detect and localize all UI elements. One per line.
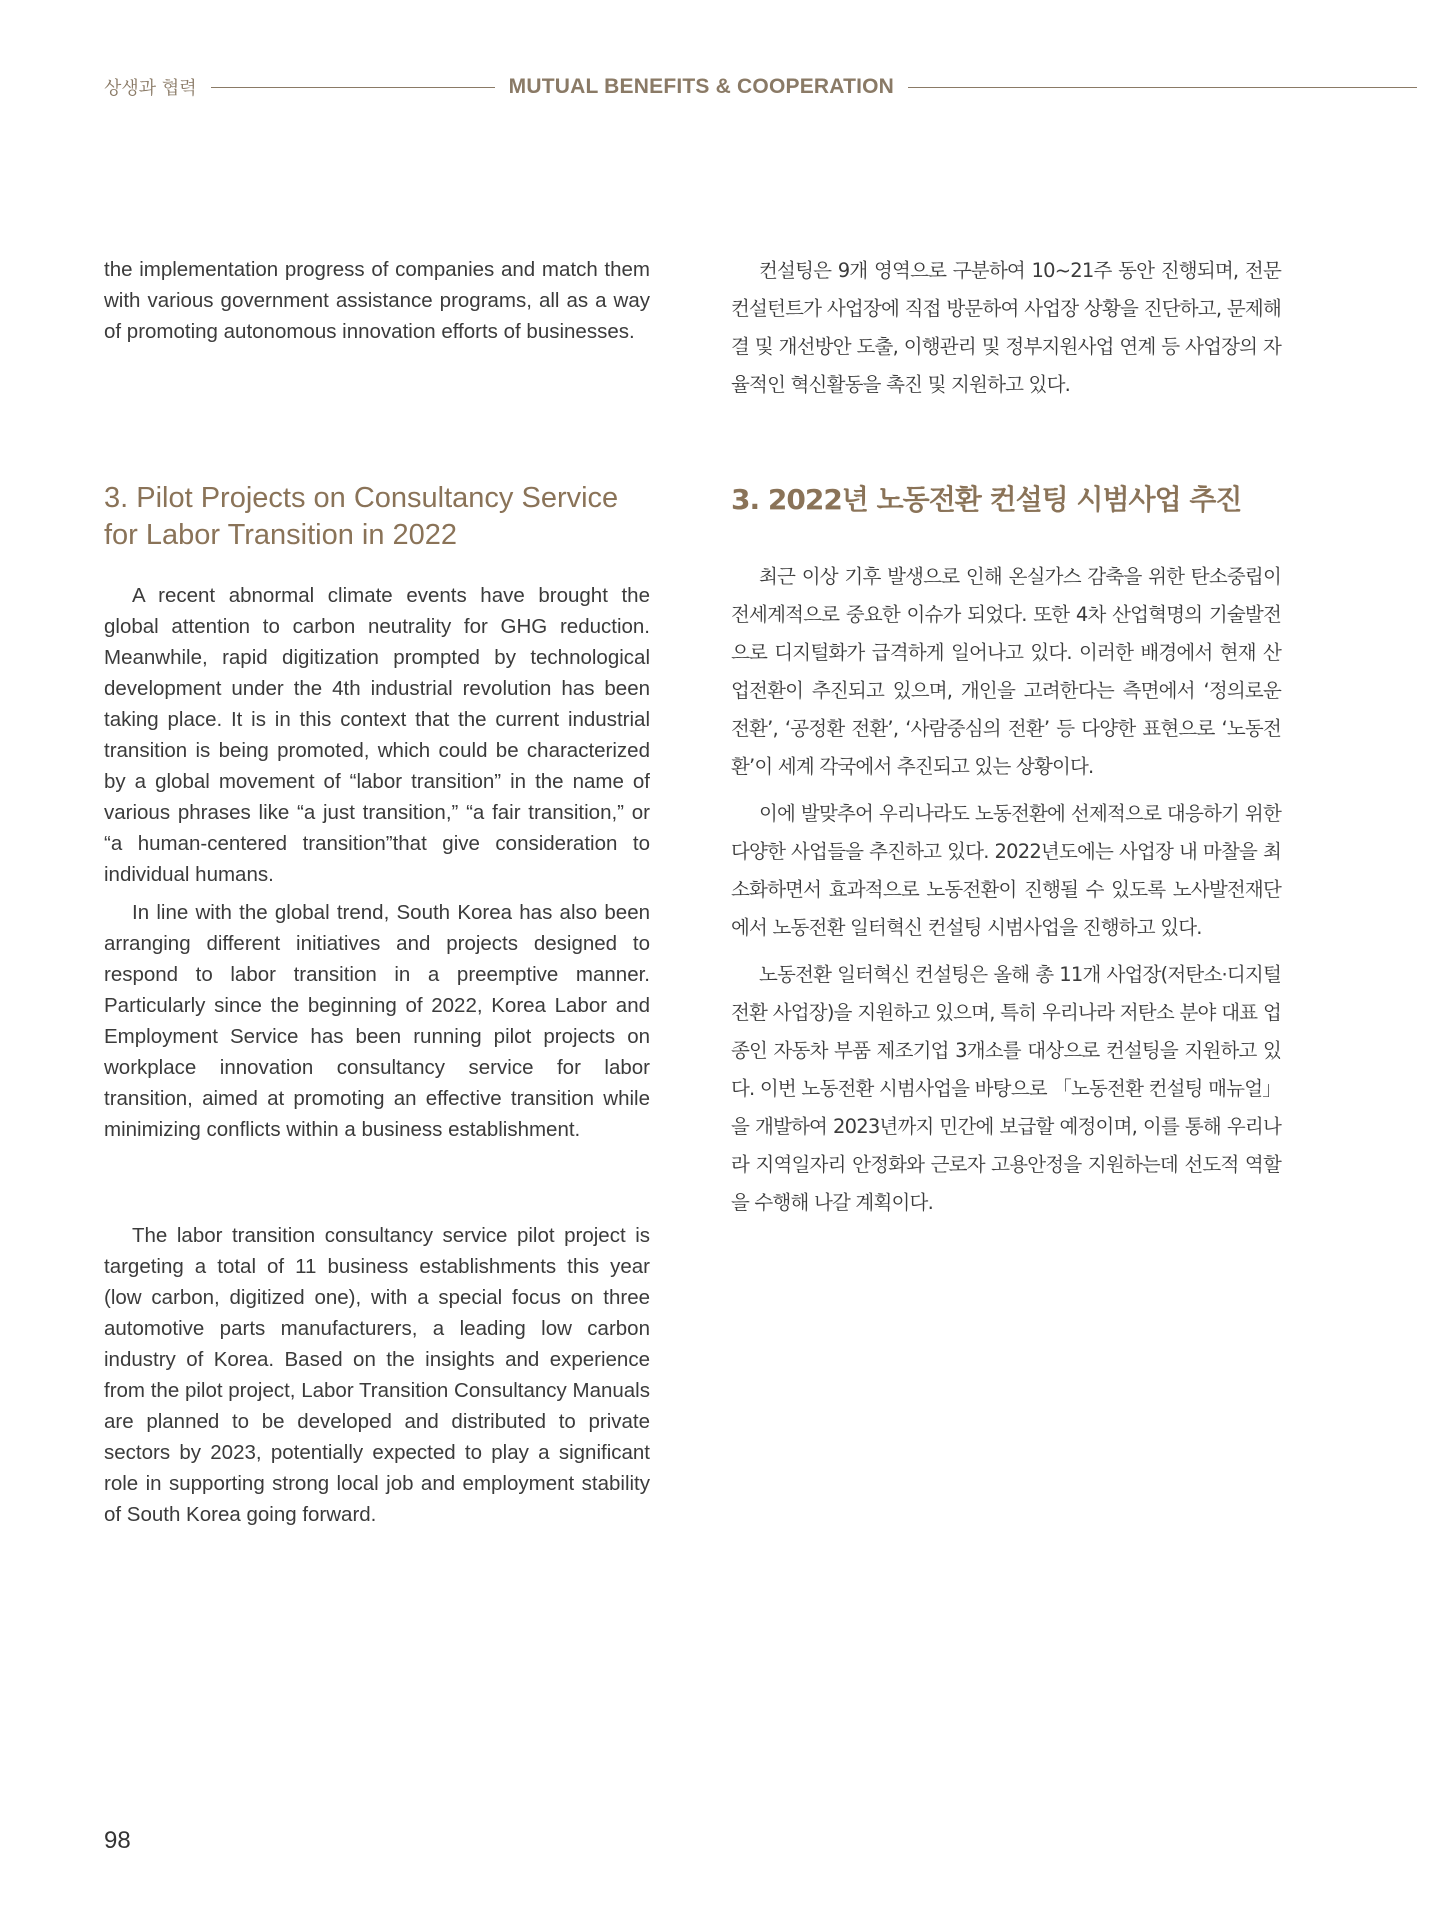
page-number: 98 bbox=[104, 1827, 131, 1854]
english-paragraph-3: The labor transition consultancy service pilot project is targeting a total of 11 business establishments this year (low carbon, digitized one), with a special focus on three automotive parts manufacturers, a leading low carbon industry of Korea. Based on the insights and experience from the pilot project, Labor Transition Consultancy Manuals are planned to be developed and distributed to private sectors by 2023, potentially expected to play a significant role in supporting strong local job and employment stability of South Korea going forward. bbox=[104, 1224, 650, 1526]
english-body-block-2 bbox=[104, 1220, 650, 1530]
korean-paragraph-3: 노동전환 일터혁신 컨설팅은 올해 총 11개 사업장(저탄소·디지털 전환 사업장)을 지원하고 있으며, 특히 우리나라 저탄소 분야 대표 업종인 자동차 부품 제조기업 3개소를 대상으로 컨설팅을 지원하고 있다. 이번 노동전환 시범사업을 바탕으로 「노동전환 컨설팅 매뉴얼」을 개발하여 2023년까지 민간에 보급할 예정이며, 이를 통해 우리나라 지역일자리 안정화와 근로자 고용안정을 지원하는데 선도적 역할을 수행해 나갈 계획이다. bbox=[731, 963, 1281, 1214]
page-header bbox=[104, 72, 1431, 102]
korean-body-block bbox=[731, 558, 1281, 1222]
korean-intro-paragraph: 컨설팅은 9개 영역으로 구분하여 10~21주 동안 진행되며, 전문 컨설턴트가 사업장에 직접 방문하여 사업장 상황을 진단하고, 문제해결 및 개선방안 도출, 이행관리 및 정부지원사업 연계 등 사업장의 자율적인 혁신활동을 촉진 및 지원하고 있다. bbox=[731, 259, 1281, 396]
header-divider-right bbox=[908, 87, 1417, 88]
english-intro-block bbox=[104, 254, 650, 347]
english-section-heading: 3. Pilot Projects on Consultancy Service for Labor Transition in 2022 bbox=[104, 482, 619, 551]
korean-section-block bbox=[731, 480, 1281, 520]
header-section-english: MUTUAL BENEFITS & COOPERATION bbox=[508, 75, 895, 98]
header-section-korean: 상생과 협력 bbox=[104, 78, 197, 99]
korean-intro-block bbox=[731, 252, 1281, 404]
english-paragraph-1: A recent abnormal climate events have brought the global attention to carbon neutrality for GHG reduction. Meanwhile, rapid digitization prompted by technological development under the 4th industrial revolution has been taking place. It is in this context that the current industrial transition is being promoted, which could be characterized by a global movement of “labor transition” in the name of various phrases like “a just transition,” “a fair transition,” or “a human-centered transition”that give consideration to individual humans. bbox=[104, 584, 650, 886]
english-body-block bbox=[104, 580, 650, 1145]
korean-paragraph-2: 이에 발맞추어 우리나라도 노동전환에 선제적으로 대응하기 위한 다양한 사업들을 추진하고 있다. 2022년도에는 사업장 내 마찰을 최소화하면서 효과적으로 노동전환이 진행될 수 있도록 노사발전재단에서 노동전환 일터혁신 컨설팅 시범사업을 진행하고 있다. bbox=[731, 802, 1281, 939]
english-paragraph-2: In line with the global trend, South Korea has also been arranging different initiatives and projects designed to respond to labor transition in a preemptive manner. Particularly since the beginning of 2022, Korea Labor and Employment Service has been running pilot projects on workplace innovation consultancy service for labor transition, aimed at promoting an effective transition while minimizing conflicts within a business establishment. bbox=[104, 901, 650, 1141]
english-section-block bbox=[104, 480, 650, 554]
english-intro-paragraph: the implementation progress of companies and match them with various government assistance programs, all as a way of promoting autonomous innovation efforts of businesses. bbox=[104, 258, 650, 343]
korean-paragraph-1: 최근 이상 기후 발생으로 인해 온실가스 감축을 위한 탄소중립이 전세계적으로 중요한 이슈가 되었다. 또한 4차 산업혁명의 기술발전으로 디지털화가 급격하게 일어나고 있다. 이러한 배경에서 현재 산업전환이 추진되고 있으며, 개인을 고려한다는 측면에서 ‘정의로운 전환’, ‘공정환 전환’, ‘사람중심의 전환’ 등 다양한 표현으로 ‘노동전환’이 세계 각국에서 추진되고 있는 상황이다. bbox=[731, 565, 1281, 778]
header-divider-left bbox=[211, 87, 495, 88]
korean-section-heading: 3. 2022년 노동전환 컨설팅 시범사업 추진 bbox=[731, 483, 1242, 516]
